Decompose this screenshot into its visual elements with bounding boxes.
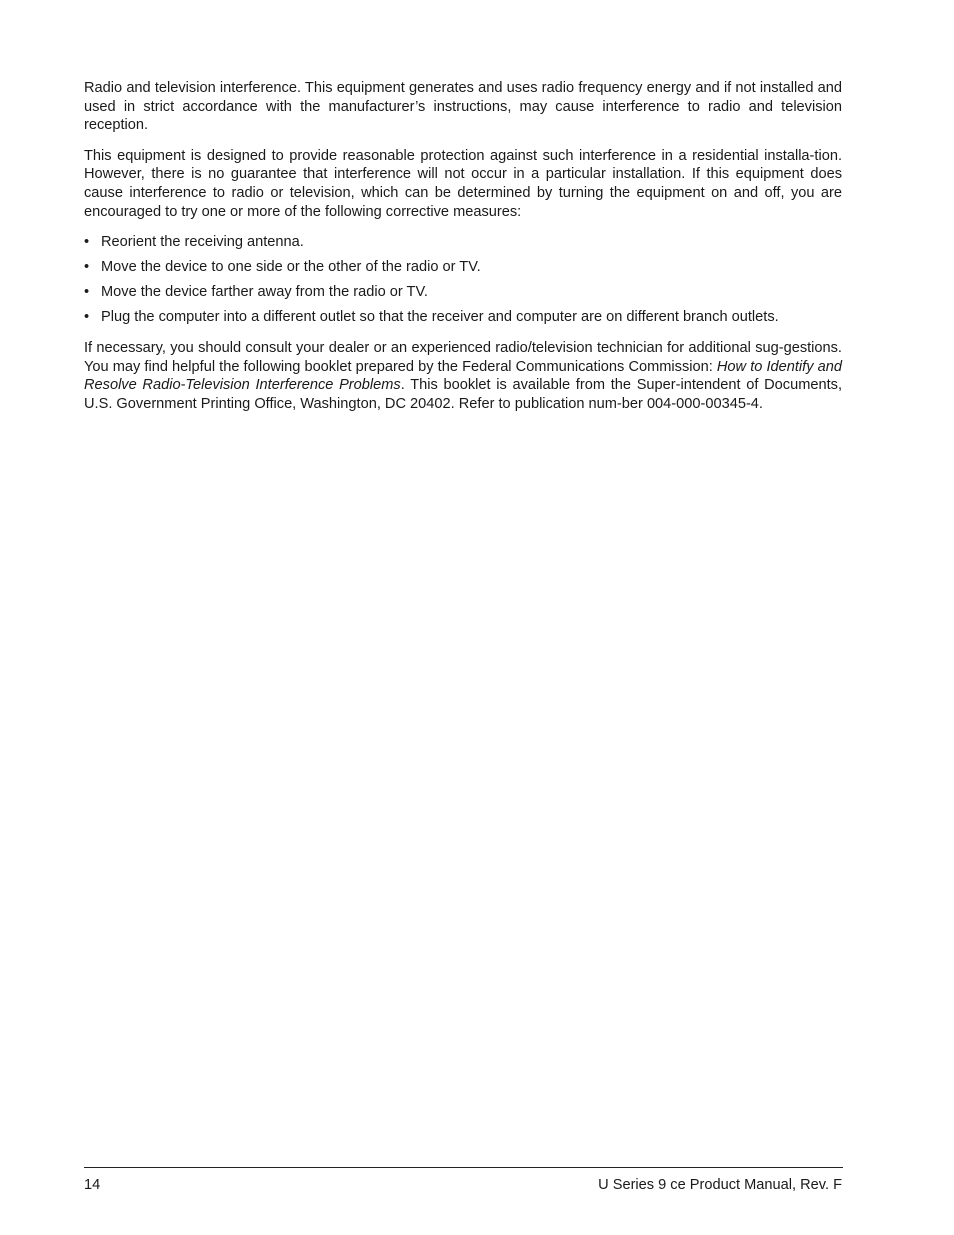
- paragraph-radio-tv-interference: Radio and television interference. This equipment generates and uses radio frequency energy and if not installed and used in strict accordance with the manufacturer’s instructions, may cause interference to radio and television reception.: [84, 80, 842, 134]
- booklet-title: How to Identify and Resolve Radio-Television Interference Problems: [84, 358, 842, 394]
- list-item-text: Plug the computer into a different outlet so that the receiver and computer are on different branch outlets.: [101, 309, 779, 326]
- document-body: [84, 79, 842, 425]
- corrective-measures-list: [84, 233, 842, 327]
- paragraph-reasonable-protection: This equipment is designed to provide reasonable protection against such interference in a residential installa-tion. However, there is no guarantee that interference will not occur in a particular installation. If this equipment does cause interference to radio or television, which can be determined by turning the equipment on and off, you are encouraged to try one or more of the following corrective measures:: [84, 147, 842, 220]
- footer-divider: [84, 1167, 843, 1168]
- bullet-icon: •: [84, 234, 90, 251]
- page-number: 14: [84, 1177, 101, 1193]
- list-item-text: Move the device farther away from the radio or TV.: [101, 284, 428, 301]
- manual-title: U Series 9 ce Product Manual, Rev. F: [598, 1177, 842, 1193]
- list-item: [84, 308, 842, 327]
- list-item-text: Reorient the receiving antenna.: [101, 234, 304, 251]
- list-item: [84, 233, 842, 252]
- list-item-text: Move the device to one side or the other of the radio or TV.: [101, 259, 481, 276]
- list-item: [84, 258, 842, 277]
- page-footer: [84, 1176, 842, 1194]
- bullet-icon: •: [84, 284, 90, 301]
- paragraph-text-start: If necessary, you should consult your dealer or an experienced radio/television technician for additional sug-gestions. You may find helpful the following booklet prepared by the Federal Communications Commission:: [84, 340, 842, 375]
- list-item: [84, 283, 842, 302]
- bullet-icon: •: [84, 259, 90, 276]
- paragraph-consult-dealer: [84, 339, 842, 413]
- bullet-icon: •: [84, 309, 90, 326]
- paragraph-text-end: . This booklet is available from the Super-intendent of Documents, U.S. Government Printing Office, Washington, DC 20402. Refer to publication num-ber 004-000-00345-4.: [84, 377, 842, 412]
